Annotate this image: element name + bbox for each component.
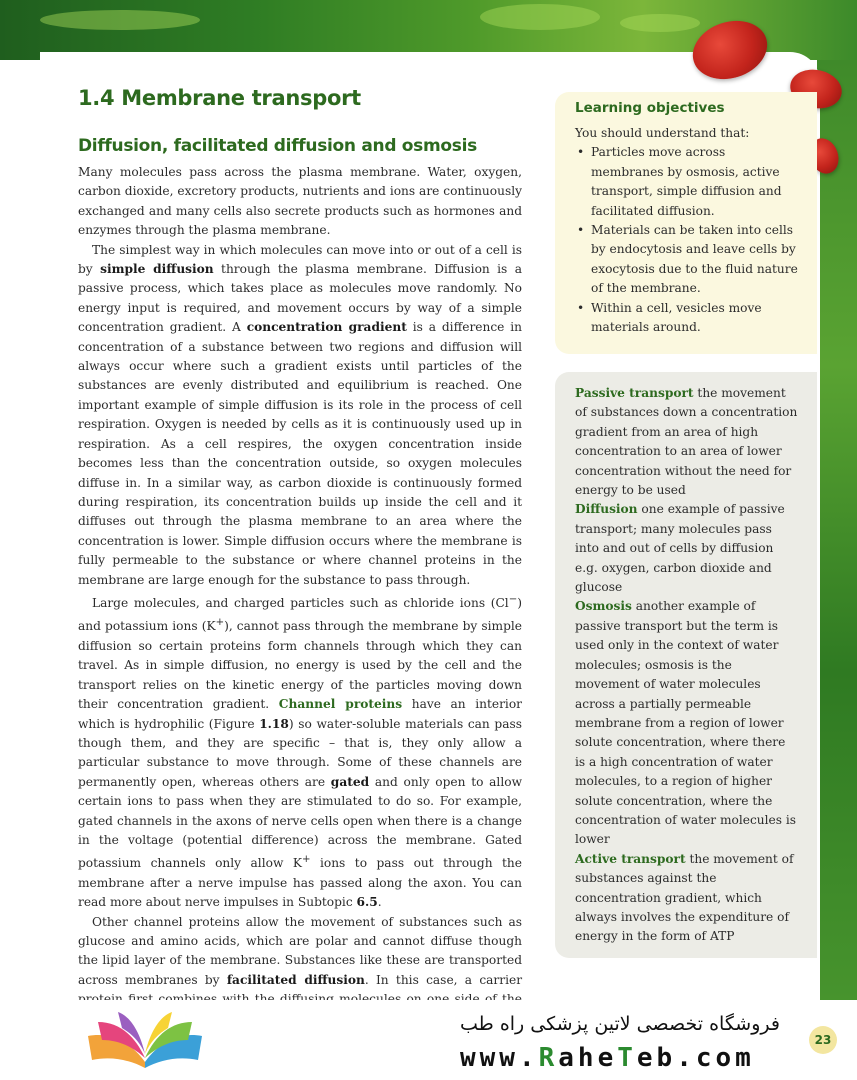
- glossary-term: Osmosis: [575, 599, 632, 614]
- key-term-gated: gated: [330, 774, 370, 789]
- main-body-text: [78, 163, 522, 1068]
- glossary-term: Passive transport: [575, 386, 694, 400]
- learning-objectives-list: [575, 143, 799, 337]
- glossary-definition: the movement of substances down a concentration gradient from an area of high concentration to an area of lower concentration without the need for energy to be used: [575, 386, 798, 498]
- learning-objectives-intro: You should understand that:: [575, 126, 750, 140]
- glossary-definition: the movement of substances against the concentration gradient, which always involves the expenditure of energy in the form of ATP: [575, 851, 794, 944]
- right-decorative-strip: [817, 60, 857, 1080]
- figure-reference[interactable]: 1.18: [259, 716, 289, 731]
- list-item: • Within a cell, vesicles move materials around.: [575, 299, 799, 338]
- learning-objectives-title: Learning objectives: [575, 100, 725, 116]
- leaf-decoration: [620, 14, 700, 32]
- sub-title: Diffusion, facilitated diffusion and osmosis: [78, 136, 477, 156]
- paragraph-4: Other channel proteins allow the movement of substances such as glucose and amino acids, which are polar and cannot diffuse though the lipid layer of the membrane. Substances like these are transported across membranes by facilitated diffusion. In this case, a carrier: [78, 913, 522, 1068]
- glossary-entry: [575, 384, 799, 500]
- page-number: 23: [809, 1026, 837, 1054]
- glossary-term: Active transport: [575, 851, 686, 866]
- list-item: • Particles move across membranes by osmosis, active transport, simple diffusion and facilitated diffusion.: [575, 143, 799, 221]
- book-logo-icon: [84, 1010, 206, 1072]
- subtopic-reference[interactable]: 6.5: [356, 895, 378, 910]
- glossary-entry: [575, 597, 799, 849]
- leaf-decoration: [480, 4, 600, 30]
- paragraph-2: The simplest way in which molecules can move into or out of a cell is by simple diffusion through the plasma membrane. Diffusion is a passive process, which takes place as molecules move randomly. No energy input is required, and movement occurs by way of a simple concentration gradient. A concentration gradient is a difference in concentration of a substance between two regions and diffusion will always occur where such a gradient exists until particles of the substances are evenly distributed and equilibrium is reached. One important example of simple diffusion is its role in the process of cell respiration. Oxygen is needed by cells as it is continuously used up in respiration. As a cell respires, the oxygen concentration inside becomes less than the concentration outside, so oxygen molecules diffuse in. In a similar way, as carbon dioxide is continuously formed during respiration, its concentration builds up inside the cell and it diffuses out through the plasma membrane to an area where the concentration is lower. Simple diffusion occurs where the membrane is fully permeable to the substance or where channel proteins in the membrane are large enough for the substance to pass through.: [78, 242, 522, 587]
- key-term-concentration-gradient: concentration gradient: [246, 320, 407, 335]
- key-term-channel-proteins: Channel proteins: [278, 697, 403, 712]
- glossary-box: [555, 372, 817, 958]
- key-term-facilitated-diffusion: facilitated diffusion: [226, 972, 365, 987]
- glossary-entry: [575, 500, 799, 597]
- glossary-definition: another example of passive transport but the term is used only in the context of water molecules; osmosis is the movement of water molecules across a partially permeable membrane from a region of lower solute concentration, where there is a high concentration of water molecules, to a region of higher solute concentration, where the concentration of water molecules is lower: [575, 599, 797, 847]
- shop-url-link[interactable]: www.RaheTeb.com: [460, 1043, 755, 1073]
- shop-name: فروشگاه تخصصی لاتین پزشکی راه طب: [460, 1013, 780, 1035]
- glossary-term: Diffusion: [575, 502, 638, 517]
- list-item: • Materials can be taken into cells by endocytosis and leave cells by exocytosis due to the fluid nature of the membrane.: [575, 221, 799, 299]
- paragraph-3: Large molecules, and charged particles such as chloride ions (Cl−) and potassium ions (K+), cannot pass through the membrane by simple diffusion so certain proteins form channels through which they can travel. As in simple diffusion, no energy is used by the cell and the transport relies on the kinetic energy of the particles moving down their concentration gradient. Channel proteins have an interior which is hydrophilic (Figure 1.18) so water-soluble materials can pass though them, and they are specific – that is, they only allow a particular substance to move through. Some of these channels are permanently open, whereas others are gated and only open to allow certain ions to pass when they are stimulated to do so. For example, gated channels in the axons of nerve cells open when there is a change in the voltage (potential difference) across the membrane. Gated potassium channels only allow K+ ions to pass out through the membrane after a nerve impulse has passed along the axon. You can read more about nerve impulses in Subtopic 6.5.: [78, 593, 523, 910]
- section-title: 1.4 Membrane transport: [78, 86, 361, 110]
- paragraph-1: Many molecules pass across the plasma membrane. Water, oxygen, carbon dioxide, excretory products, nutrients and ions are continuously exchanged and many cells also secrete products such as hormones and enzymes through the plasma membrane.: [78, 165, 522, 238]
- glossary-entry: [575, 850, 799, 947]
- learning-objectives-box: [555, 92, 817, 354]
- key-term-simple-diffusion: simple diffusion: [100, 262, 214, 277]
- leaf-decoration: [40, 10, 200, 30]
- glossary-definition: one example of passive transport; many molecules pass into and out of cells by diffusion e.g. oxygen, carbon dioxide and glucose: [575, 502, 785, 595]
